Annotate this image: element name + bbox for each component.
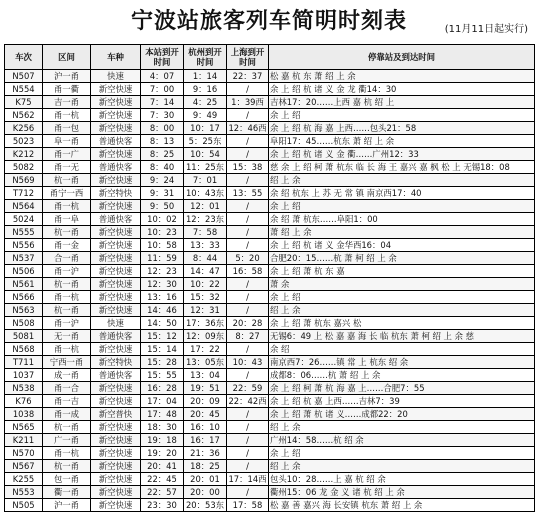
cell-local-time: 12：30 xyxy=(141,278,184,291)
cell-stops: 绍 上 余 xyxy=(269,421,535,434)
cell-route: 甬一包 xyxy=(43,122,91,135)
cell-hangzhou-time: 18：25 xyxy=(184,460,227,473)
cell-train-no: 5082 xyxy=(5,161,43,174)
table-row xyxy=(5,161,535,174)
cell-shanghai-time: 17：58 xyxy=(227,499,269,512)
cell-hangzhou-time: 16：17 xyxy=(184,434,227,447)
table-row xyxy=(5,83,535,96)
cell-hangzhou-time: 10：43东 xyxy=(184,187,227,200)
table-row xyxy=(5,200,535,213)
table-row xyxy=(5,122,535,135)
cell-shanghai-time: / xyxy=(227,434,269,447)
cell-train-no: N506 xyxy=(5,265,43,278)
cell-train-type: 新空快速 xyxy=(91,304,141,317)
cell-stops: 慈 余 上 绍 柯 萧 杭东 临 长 海 王 嘉兴 嘉 枫 松 上 无锡18：08 xyxy=(269,161,535,174)
cell-train-no: N565 xyxy=(5,421,43,434)
table-row xyxy=(5,395,535,408)
cell-local-time: 9：24 xyxy=(141,174,184,187)
cell-train-no: N538 xyxy=(5,382,43,395)
cell-route: 沪一甬 xyxy=(43,499,91,512)
cell-hangzhou-time: 10：54 xyxy=(184,148,227,161)
cell-train-type: 新空快速 xyxy=(91,122,141,135)
table-row xyxy=(5,148,535,161)
cell-stops: 余 上 绍 杭 嘉 上西……吉林7：39 xyxy=(269,395,535,408)
cell-hangzhou-time: 12：01 xyxy=(184,200,227,213)
cell-shanghai-time: / xyxy=(227,174,269,187)
cell-local-time: 23：30 xyxy=(141,499,184,512)
cell-local-time: 14：50 xyxy=(141,317,184,330)
cell-train-type: 新空快速 xyxy=(91,395,141,408)
cell-train-no: T711 xyxy=(5,356,43,369)
cell-local-time: 8：25 xyxy=(141,148,184,161)
cell-route: 甬一金 xyxy=(43,239,91,252)
cell-train-type: 新空快速 xyxy=(91,486,141,499)
cell-local-time: 9：50 xyxy=(141,200,184,213)
cell-local-time: 8：00 xyxy=(141,122,184,135)
cell-hangzhou-time: 21：36 xyxy=(184,447,227,460)
cell-train-type: 快速 xyxy=(91,317,141,330)
table-row xyxy=(5,70,535,83)
timetable-header xyxy=(5,45,535,70)
cell-train-no: N570 xyxy=(5,447,43,460)
table-row xyxy=(5,304,535,317)
cell-stops: 吉林17：20……上西 嘉 杭 绍 上 xyxy=(269,96,535,109)
cell-train-type: 新空快速 xyxy=(91,434,141,447)
cell-train-no: 5081 xyxy=(5,330,43,343)
cell-stops: 余 上 绍 xyxy=(269,291,535,304)
cell-hangzhou-time: 15：32 xyxy=(184,291,227,304)
cell-train-type: 普通快客 xyxy=(91,135,141,148)
cell-hangzhou-time: 16：10 xyxy=(184,421,227,434)
cell-local-time: 10：58 xyxy=(141,239,184,252)
cell-route: 甬一无 xyxy=(43,161,91,174)
cell-shanghai-time: / xyxy=(227,239,269,252)
cell-train-no: N553 xyxy=(5,486,43,499)
header-shanghai-time: 上海到开时间 xyxy=(227,45,269,70)
cell-train-no: N508 xyxy=(5,317,43,330)
cell-route: 甬一杭 xyxy=(43,447,91,460)
cell-local-time: 18：30 xyxy=(141,421,184,434)
cell-train-no: K212 xyxy=(5,148,43,161)
cell-route: 无一甬 xyxy=(43,330,91,343)
cell-shanghai-time: / xyxy=(227,226,269,239)
cell-train-type: 新空快速 xyxy=(91,96,141,109)
cell-shanghai-time: 22：59 xyxy=(227,382,269,395)
cell-stops: 余 上 绍 xyxy=(269,109,535,122)
table-row xyxy=(5,382,535,395)
cell-local-time: 4：07 xyxy=(141,70,184,83)
cell-hangzhou-time: 19：51 xyxy=(184,382,227,395)
table-row xyxy=(5,434,535,447)
cell-hangzhou-time: 10：17 xyxy=(184,122,227,135)
table-row xyxy=(5,408,535,421)
cell-train-type: 新空快速 xyxy=(91,499,141,512)
table-row xyxy=(5,252,535,265)
cell-train-type: 新空特快 xyxy=(91,356,141,369)
cell-stops: 成都8：06……杭 萧 绍 上 余 xyxy=(269,369,535,382)
cell-train-no: K255 xyxy=(5,473,43,486)
cell-train-type: 快速 xyxy=(91,70,141,83)
cell-hangzhou-time: 20：09 xyxy=(184,395,227,408)
cell-hangzhou-time: 13：33 xyxy=(184,239,227,252)
page-title: 宁波站旅客列车简明时刻表 xyxy=(130,9,407,34)
cell-route: 宁西一甬 xyxy=(43,356,91,369)
cell-stops: 余 上 绍 萧 杭东 嘉兴 松 xyxy=(269,317,535,330)
cell-shanghai-time: 13：55 xyxy=(227,187,269,200)
table-row xyxy=(5,473,535,486)
cell-stops: 余 上 绍 萧 杭 东 嘉 xyxy=(269,265,535,278)
cell-stops: 南京西7：26……镇 常 上 杭东 绍 余 xyxy=(269,356,535,369)
cell-stops: 余 上 绍 杭 诸 义 金 龙 衢14：30 xyxy=(269,83,535,96)
cell-route: 杭一甬 xyxy=(43,226,91,239)
cell-stops: 绍 上 余 xyxy=(269,460,535,473)
cell-hangzhou-time: 11：25东 xyxy=(184,161,227,174)
cell-train-type: 普通快客 xyxy=(91,369,141,382)
timetable-body xyxy=(5,70,535,512)
cell-shanghai-time: / xyxy=(227,343,269,356)
cell-hangzhou-time: 13：05东 xyxy=(184,356,227,369)
cell-local-time: 19：18 xyxy=(141,434,184,447)
cell-train-type: 新空快速 xyxy=(91,226,141,239)
cell-train-type: 新空快速 xyxy=(91,174,141,187)
cell-local-time: 15：14 xyxy=(141,343,184,356)
table-row xyxy=(5,356,535,369)
cell-route: 甬一阜 xyxy=(43,213,91,226)
cell-shanghai-time: / xyxy=(227,304,269,317)
cell-hangzhou-time: 20：01 xyxy=(184,473,227,486)
table-row xyxy=(5,499,535,512)
cell-shanghai-time: / xyxy=(227,486,269,499)
cell-route: 杭一甬 xyxy=(43,460,91,473)
table-row xyxy=(5,447,535,460)
cell-shanghai-time: 22：42西 xyxy=(228,395,267,406)
cell-train-no: N567 xyxy=(5,460,43,473)
cell-train-type: 新空快速 xyxy=(91,460,141,473)
cell-train-type: 新空普快 xyxy=(91,408,141,421)
cell-stops: 余 上 绍 杭 诸 义 金 衢……广州12：33 xyxy=(269,148,535,161)
cell-route: 甬一杭 xyxy=(43,291,91,304)
table-row xyxy=(5,278,535,291)
cell-shanghai-time: / xyxy=(227,460,269,473)
cell-train-type: 新空特快 xyxy=(91,187,141,200)
cell-train-no: K211 xyxy=(5,434,43,447)
cell-route: 杭一甬 xyxy=(43,304,91,317)
cell-stops: 余 绍 杭东 上 苏 无 常 镇 南京西17：40 xyxy=(269,187,535,200)
cell-hangzhou-time: 17：36东 xyxy=(184,317,227,330)
cell-stops: 余 上 绍 xyxy=(269,447,535,460)
cell-train-no: N505 xyxy=(5,499,43,512)
cell-train-no: N568 xyxy=(5,343,43,356)
cell-stops: 无锡6：49 上 松 嘉 嘉 海 长 临 杭东 萧 柯 绍 上 余 慈 xyxy=(269,330,535,343)
cell-shanghai-time: / xyxy=(227,278,269,291)
table-row xyxy=(5,213,535,226)
cell-stops: 余 上 绍 萧 杭 诸 义……成都22：20 xyxy=(269,408,535,421)
cell-local-time: 15：12 xyxy=(141,330,184,343)
cell-route: 合一甬 xyxy=(43,252,91,265)
cell-shanghai-time: 20：28 xyxy=(227,317,269,330)
cell-local-time: 15：55 xyxy=(141,369,184,382)
cell-train-type: 新空快速 xyxy=(91,382,141,395)
cell-hangzhou-time: 20：00 xyxy=(184,486,227,499)
cell-stops: 余 绍 萧 杭东……阜阳1：00 xyxy=(269,213,535,226)
header-hangzhou-time: 杭州到开时间 xyxy=(184,45,227,70)
cell-shanghai-time: / xyxy=(227,83,269,96)
cell-train-type: 新空快速 xyxy=(91,473,141,486)
cell-hangzhou-time: 17：22 xyxy=(184,343,227,356)
cell-train-no: 1038 xyxy=(5,408,43,421)
cell-route: 甬一杭 xyxy=(43,200,91,213)
cell-stops: 余 绍 xyxy=(269,343,535,356)
table-row xyxy=(5,369,535,382)
header xyxy=(0,0,538,44)
timetable xyxy=(4,44,535,512)
table-row xyxy=(5,330,535,343)
cell-local-time: 22：57 xyxy=(141,486,184,499)
cell-train-type: 新空快速 xyxy=(91,291,141,304)
cell-shanghai-time: 1：39西 xyxy=(227,96,269,109)
cell-stops: 阜阳17：45……杭东 萧 绍 上 余 xyxy=(269,135,535,148)
cell-route: 包一甬 xyxy=(43,473,91,486)
cell-route: 吉一甬 xyxy=(43,96,91,109)
cell-stops: 包头10：28……上 嘉 杭 绍 余 xyxy=(269,473,535,486)
cell-train-no: 5024 xyxy=(5,213,43,226)
cell-hangzhou-time: 9：16 xyxy=(184,83,227,96)
cell-stops: 绍 上 余 xyxy=(269,174,535,187)
cell-train-no: 1037 xyxy=(5,369,43,382)
cell-route: 甬一广 xyxy=(43,148,91,161)
header-stops: 停靠站及到达时间 xyxy=(269,45,535,70)
cell-train-type: 新空快速 xyxy=(91,265,141,278)
cell-hangzhou-time: 4：25 xyxy=(184,96,227,109)
cell-local-time: 10：23 xyxy=(141,226,184,239)
cell-shanghai-time: 8：27 xyxy=(227,330,269,343)
cell-train-no: N563 xyxy=(5,304,43,317)
cell-route: 阜一甬 xyxy=(43,135,91,148)
cell-route: 甬一成 xyxy=(43,408,91,421)
cell-local-time: 19：20 xyxy=(141,447,184,460)
cell-hangzhou-time: 9：49 xyxy=(184,109,227,122)
cell-local-time: 16：28 xyxy=(141,382,184,395)
cell-shanghai-time: / xyxy=(227,447,269,460)
cell-stops: 松 嘉 善 嘉兴 海 长安镇 杭东 萧 绍 上 余 xyxy=(269,499,535,512)
cell-stops: 广州14：58……杭 绍 余 xyxy=(269,434,535,447)
cell-shanghai-time: / xyxy=(227,148,269,161)
cell-stops: 余 上 绍 杭 海 嘉 上西……包头21：58 xyxy=(269,122,535,135)
cell-route: 甬一沪 xyxy=(43,265,91,278)
table-row xyxy=(5,460,535,473)
table-row xyxy=(5,239,535,252)
cell-local-time: 10：02 xyxy=(141,213,184,226)
cell-stops: 余 上 绍 杭 诸 义 金华西16：04 xyxy=(269,239,535,252)
cell-stops: 萧 余 xyxy=(269,278,535,291)
cell-local-time: 7：14 xyxy=(141,96,184,109)
table-row xyxy=(5,135,535,148)
cell-train-no: K75 xyxy=(5,96,43,109)
table-row xyxy=(5,265,535,278)
table-row xyxy=(5,109,535,122)
cell-train-no: N561 xyxy=(5,278,43,291)
cell-train-no: N566 xyxy=(5,291,43,304)
cell-shanghai-time: 15：38 xyxy=(227,161,269,174)
cell-route: 广一甬 xyxy=(43,434,91,447)
cell-train-type: 新空快速 xyxy=(91,278,141,291)
cell-shanghai-time: / xyxy=(227,213,269,226)
cell-stops: 合肥20：15……杭 萧 柯 绍 上 余 xyxy=(269,252,535,265)
cell-train-type: 新空快速 xyxy=(91,252,141,265)
cell-hangzhou-time: 12：09东 xyxy=(184,330,227,343)
cell-hangzhou-time: 1：14 xyxy=(184,70,227,83)
cell-shanghai-time: / xyxy=(227,135,269,148)
cell-local-time: 11：59 xyxy=(141,252,184,265)
table-row xyxy=(5,96,535,109)
cell-train-no: N537 xyxy=(5,252,43,265)
cell-route: 甬一杭 xyxy=(43,109,91,122)
cell-train-type: 普通快客 xyxy=(91,330,141,343)
cell-local-time: 20：41 xyxy=(141,460,184,473)
cell-shanghai-time: / xyxy=(227,408,269,421)
cell-local-time: 17：48 xyxy=(141,408,184,421)
cell-shanghai-time: 22：37 xyxy=(227,70,269,83)
cell-train-no: T712 xyxy=(5,187,43,200)
cell-train-type: 新空快速 xyxy=(91,421,141,434)
cell-local-time: 8：40 xyxy=(141,161,184,174)
cell-shanghai-time: 12：46西 xyxy=(228,122,267,133)
cell-hangzhou-time: 12：31 xyxy=(184,304,227,317)
cell-local-time: 8：13 xyxy=(141,135,184,148)
cell-train-type: 新空快速 xyxy=(91,343,141,356)
cell-route: 杭一甬 xyxy=(43,421,91,434)
cell-hangzhou-time: 12：23东 xyxy=(184,213,227,226)
cell-route: 甬一合 xyxy=(43,382,91,395)
cell-shanghai-time: / xyxy=(227,369,269,382)
cell-hangzhou-time: 8：44 xyxy=(184,252,227,265)
cell-train-type: 普通快客 xyxy=(91,161,141,174)
cell-route: 衢一甬 xyxy=(43,486,91,499)
cell-shanghai-time: 17：14西 xyxy=(228,473,267,484)
cell-train-no: N507 xyxy=(5,70,43,83)
cell-shanghai-time: / xyxy=(227,421,269,434)
cell-train-no: 5023 xyxy=(5,135,43,148)
cell-stops: 萧 绍 上 余 xyxy=(269,226,535,239)
table-row xyxy=(5,317,535,330)
table-row xyxy=(5,486,535,499)
cell-route: 杭一甬 xyxy=(43,278,91,291)
cell-local-time: 22：45 xyxy=(141,473,184,486)
cell-hangzhou-time: 7：01 xyxy=(184,174,227,187)
cell-route: 沪一甬 xyxy=(43,70,91,83)
cell-local-time: 7：00 xyxy=(141,83,184,96)
cell-train-type: 新空快速 xyxy=(91,447,141,460)
cell-stops: 衢州15：06 龙 金 义 诸 杭 绍 上 余 xyxy=(269,486,535,499)
cell-shanghai-time: / xyxy=(227,200,269,213)
cell-hangzhou-time: 7：58 xyxy=(184,226,227,239)
cell-local-time: 7：30 xyxy=(141,109,184,122)
header-train-type: 车种 xyxy=(91,45,141,70)
cell-hangzhou-time: 20：45 xyxy=(184,408,227,421)
cell-stops: 余 上 绍 xyxy=(269,200,535,213)
cell-train-no: N555 xyxy=(5,226,43,239)
table-row xyxy=(5,174,535,187)
cell-train-no: K256 xyxy=(5,122,43,135)
cell-local-time: 13：16 xyxy=(141,291,184,304)
table-row xyxy=(5,226,535,239)
cell-stops: 绍 上 余 xyxy=(269,304,535,317)
cell-train-type: 新空快速 xyxy=(91,239,141,252)
cell-local-time: 17：04 xyxy=(141,395,184,408)
cell-hangzhou-time: 10：22 xyxy=(184,278,227,291)
header-route: 区间 xyxy=(43,45,91,70)
table-row xyxy=(5,187,535,200)
cell-shanghai-time: / xyxy=(227,109,269,122)
cell-local-time: 15：28 xyxy=(141,356,184,369)
cell-hangzhou-time: 5：25东 xyxy=(184,135,227,148)
cell-hangzhou-time: 20：53东 xyxy=(184,499,227,512)
cell-route: 甬一沪 xyxy=(43,317,91,330)
cell-train-no: K76 xyxy=(5,395,43,408)
cell-route: 甬一吉 xyxy=(43,395,91,408)
cell-stops: 余 上 绍 柯 萧 杭 海 嘉 上……合肥7：55 xyxy=(269,382,535,395)
header-train-no: 车次 xyxy=(5,45,43,70)
cell-route: 甬宁一西 xyxy=(43,187,91,200)
cell-train-type: 普通快客 xyxy=(91,213,141,226)
cell-route: 成一甬 xyxy=(43,369,91,382)
cell-stops: 松 嘉 杭 东 萧 绍 上 余 xyxy=(269,70,535,83)
cell-route: 杭一甬 xyxy=(43,174,91,187)
cell-shanghai-time: 5：20 xyxy=(227,252,269,265)
cell-shanghai-time: / xyxy=(227,291,269,304)
cell-local-time: 14：46 xyxy=(141,304,184,317)
cell-train-type: 新空快速 xyxy=(91,200,141,213)
cell-local-time: 9：31 xyxy=(141,187,184,200)
cell-train-no: N569 xyxy=(5,174,43,187)
cell-train-no: N564 xyxy=(5,200,43,213)
cell-train-no: N562 xyxy=(5,109,43,122)
cell-train-type: 新空快速 xyxy=(91,109,141,122)
table-row xyxy=(5,421,535,434)
cell-local-time: 12：23 xyxy=(141,265,184,278)
cell-train-no: N554 xyxy=(5,83,43,96)
header-local-time: 本站到开时间 xyxy=(141,45,184,70)
effective-date-note: (11月11日起实行) xyxy=(444,24,528,35)
table-row xyxy=(5,291,535,304)
cell-train-type: 新空快速 xyxy=(91,83,141,96)
cell-route: 甬一衢 xyxy=(43,83,91,96)
table-row xyxy=(5,343,535,356)
cell-shanghai-time: 10：43 xyxy=(227,356,269,369)
cell-train-type: 新空快速 xyxy=(91,148,141,161)
cell-hangzhou-time: 13：04 xyxy=(184,369,227,382)
cell-route: 甬一杭 xyxy=(43,343,91,356)
cell-train-no: N556 xyxy=(5,239,43,252)
cell-shanghai-time: 16：58 xyxy=(227,265,269,278)
cell-hangzhou-time: 14：47 xyxy=(184,265,227,278)
